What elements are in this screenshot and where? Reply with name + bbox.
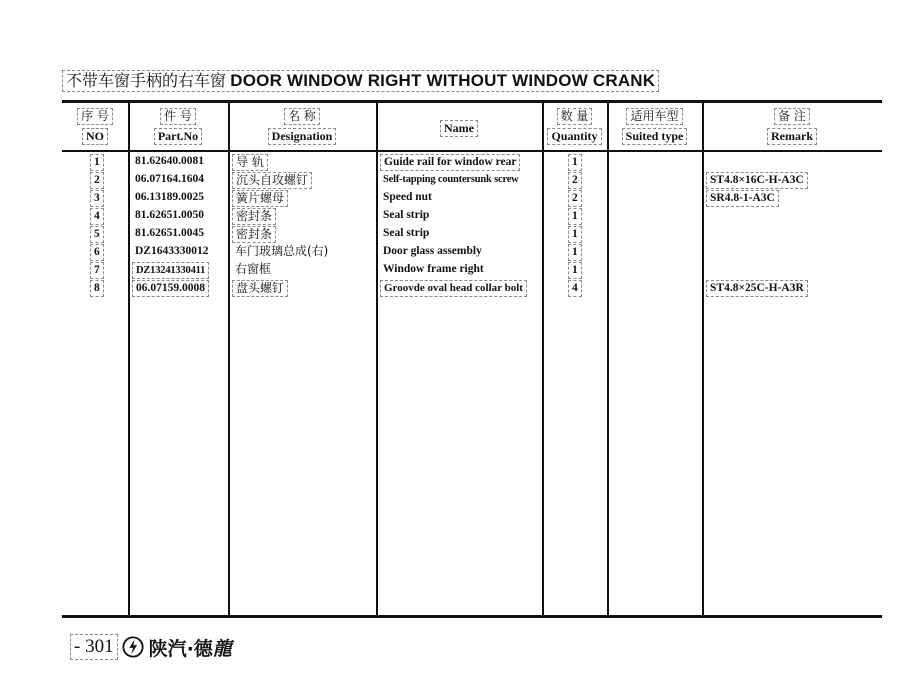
- row-no: 5: [90, 226, 104, 243]
- row-name: Seal strip: [383, 209, 430, 221]
- header-no: 序 号 NO: [62, 107, 128, 147]
- row-part-no: 06.13189.0025: [135, 191, 204, 203]
- row-designation: 盘头螺钉: [232, 280, 288, 297]
- row-designation: 沉头自攻螺钉: [232, 172, 312, 189]
- column-divider: [228, 103, 230, 615]
- row-part-no: DZ13241330411: [132, 262, 209, 279]
- header-part-no: 件 号 Part.No: [128, 107, 228, 147]
- row-part-no: 06.07164.1604: [135, 173, 204, 185]
- column-divider: [702, 103, 704, 615]
- row-no: 2: [90, 172, 104, 189]
- shaanxi-logo-icon: [122, 636, 144, 658]
- row-part-no: 81.62651.0050: [135, 209, 204, 221]
- row-no: 4: [90, 208, 104, 225]
- row-quantity: 4: [568, 280, 582, 297]
- row-designation: 密封条: [232, 226, 276, 243]
- column-divider: [607, 103, 609, 615]
- row-designation: 导 轨: [232, 154, 268, 171]
- row-quantity: 1: [568, 244, 582, 261]
- row-remark: ST4.8×16C-H-A3C: [706, 172, 808, 189]
- page-footer: [70, 632, 232, 662]
- title-zh: 不带车窗手柄的右车窗: [66, 71, 227, 90]
- title-en: DOOR WINDOW RIGHT WITHOUT WINDOW CRANK: [230, 71, 656, 90]
- row-part-no: DZ1643330012: [135, 245, 209, 257]
- row-remark: SR4.8-1-A3C: [706, 190, 779, 207]
- row-no: 7: [90, 262, 104, 279]
- row-no: 6: [90, 244, 104, 261]
- row-no: 8: [90, 280, 104, 297]
- row-name: Speed nut: [383, 191, 432, 203]
- page-number: - 301: [70, 634, 118, 660]
- column-divider: [376, 103, 378, 615]
- header-quantity: 数 量 Quantity: [542, 107, 607, 147]
- header-suited-type: 适用车型 Suited type: [607, 107, 702, 147]
- row-quantity: 1: [568, 226, 582, 243]
- row-quantity: 2: [568, 190, 582, 207]
- row-no: 1: [90, 154, 104, 171]
- row-quantity: 1: [568, 208, 582, 225]
- brand-name: 陕汽·德龍: [148, 637, 232, 660]
- row-part-no: 81.62651.0045: [135, 227, 204, 239]
- page-title: [62, 70, 659, 92]
- row-quantity: 1: [568, 154, 582, 171]
- row-designation: 车门玻璃总成(右): [235, 244, 329, 258]
- row-no: 3: [90, 190, 104, 207]
- header-remark: 备 注 Remark: [702, 107, 882, 147]
- row-name: Door glass assembly: [383, 245, 482, 257]
- row-name: Guide rail for window rear: [380, 154, 520, 171]
- row-name: Groovde oval head collar bolt: [380, 280, 527, 297]
- column-divider: [542, 103, 544, 615]
- row-name: Self-tapping countersunk screw: [383, 174, 519, 185]
- row-part-no: 81.62640.0081: [135, 155, 204, 167]
- row-quantity: 1: [568, 262, 582, 279]
- row-remark: ST4.8×25C-H-A3R: [706, 280, 808, 297]
- column-divider: [128, 103, 130, 615]
- row-designation: 簧片螺母: [232, 190, 288, 207]
- row-designation: 密封条: [232, 208, 276, 225]
- row-name: Window frame right: [383, 263, 484, 275]
- row-quantity: 2: [568, 172, 582, 189]
- parts-table: [62, 100, 882, 618]
- header-designation: 名 称 Designation: [228, 107, 376, 147]
- row-part-no: 06.07159.0008: [132, 280, 209, 297]
- header-name: Name: [376, 117, 542, 157]
- row-name: Seal strip: [383, 227, 430, 239]
- row-designation: 右窗框: [235, 262, 272, 276]
